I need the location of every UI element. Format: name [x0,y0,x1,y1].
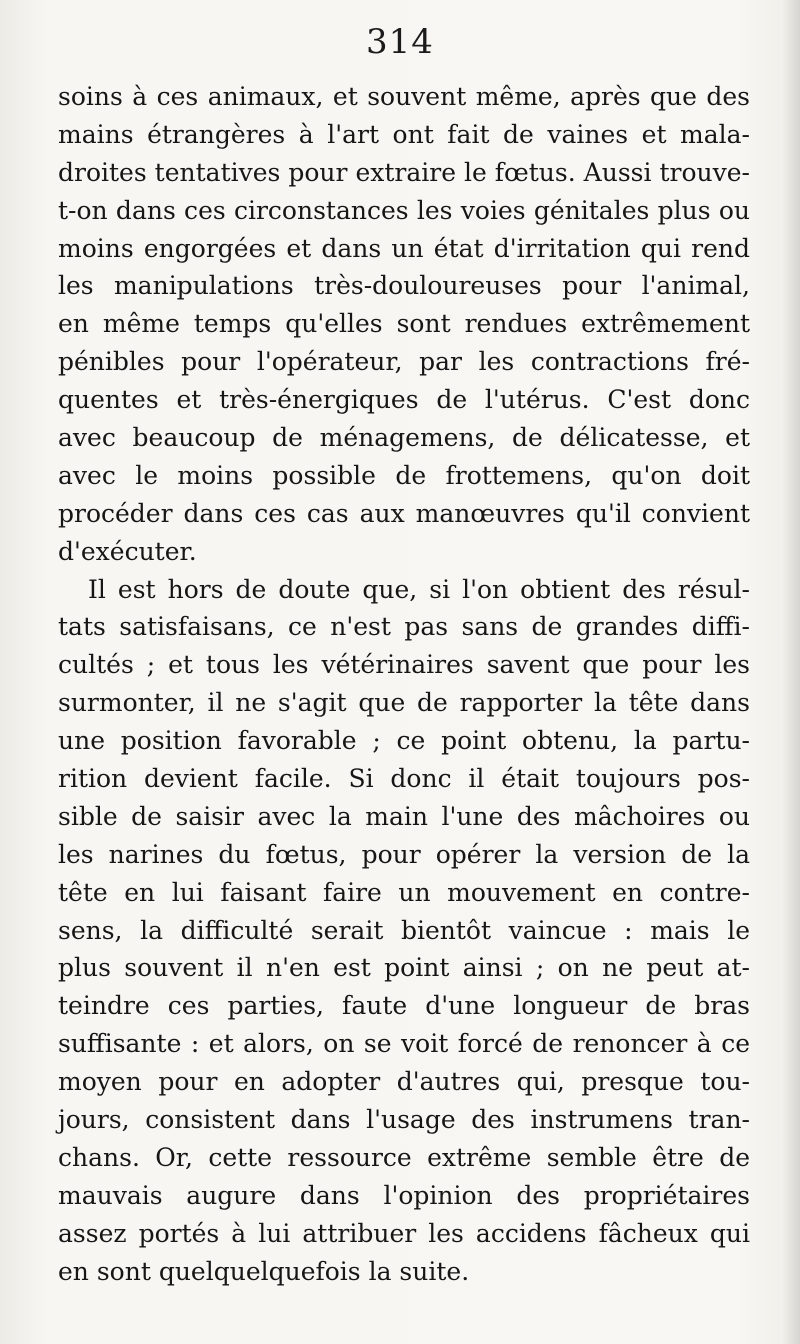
text-line: procéder dans ces cas aux manœuvres qu'il convient [58,498,750,528]
text-line: mains étrangères à l'art ont fait de vaines et mala- [58,119,750,149]
text-line: plus souvent il n'en est point ainsi ; on ne peut at- [58,953,750,983]
text-line: les manipulations très-douloureuses pour l'animal, [58,271,750,301]
text-line: tête en lui faisant faire un mouvement en contre- [58,877,750,907]
text-line: les narines du fœtus, pour opérer la version de la [58,839,750,869]
text-line: en sont quelquelquefois la suite. [58,1256,470,1286]
page-edge-shadow [782,0,800,1344]
text-line: pénibles pour l'opérateur, par les contractions fré- [58,347,750,377]
text-line: quentes et très-énergiques de l'utérus. C'est donc [58,385,750,415]
paragraph-2 [58,571,750,1291]
text-line: Il est hors de doute que, si l'on obtient des résul- [88,574,750,604]
text-line: teindre ces parties, faute d'une longueur de bras [58,991,750,1021]
text-line: en même temps qu'elles sont rendues extrêmement [58,309,750,339]
page-body [58,78,750,1291]
text-line: cultés ; et tous les vétérinaires savent que pour les [58,650,750,680]
paragraph-1 [58,78,750,571]
text-line: assez portés à lui attribuer les accidens fâcheux qui [58,1218,750,1248]
text-line: d'exécuter. [58,536,197,566]
page-number: 314 [366,22,434,62]
text-line: t-on dans ces circonstances les voies génitales plus ou [58,195,750,225]
text-line: mauvais augure dans l'opinion des propriétaires [58,1180,750,1210]
text-line: surmonter, il ne s'agit que de rapporter la tête dans [58,688,750,718]
text-line: avec beaucoup de ménagemens, de délicatesse, et [58,423,750,453]
text-line: droites tentatives pour extraire le fœtus. Aussi trouve- [58,157,750,187]
text-line: moins engorgées et dans un état d'irritation qui rend [58,233,750,263]
text-line: sible de saisir avec la main l'une des mâchoires ou [58,801,750,831]
text-line: moyen pour en adopter d'autres qui, presque tou- [58,1067,750,1097]
text-line: une position favorable ; ce point obtenu, la partu- [58,726,750,756]
text-line: rition devient facile. Si donc il était toujours pos- [58,764,750,794]
text-line: jours, consistent dans l'usage des instrumens tran- [58,1105,750,1135]
text-line: suffisante : et alors, on se voit forcé de renoncer à ce [58,1029,750,1059]
text-line: sens, la difficulté serait bientôt vaincue : mais le [58,915,750,945]
text-line: tats satisfaisans, ce n'est pas sans de grandes diffi- [58,612,750,642]
text-line: avec le moins possible de frottemens, qu'on doit [58,460,750,490]
text-line: chans. Or, cette ressource extrême semble être de [58,1142,750,1172]
text-line: soins à ces animaux, et souvent même, après que des [58,82,750,111]
